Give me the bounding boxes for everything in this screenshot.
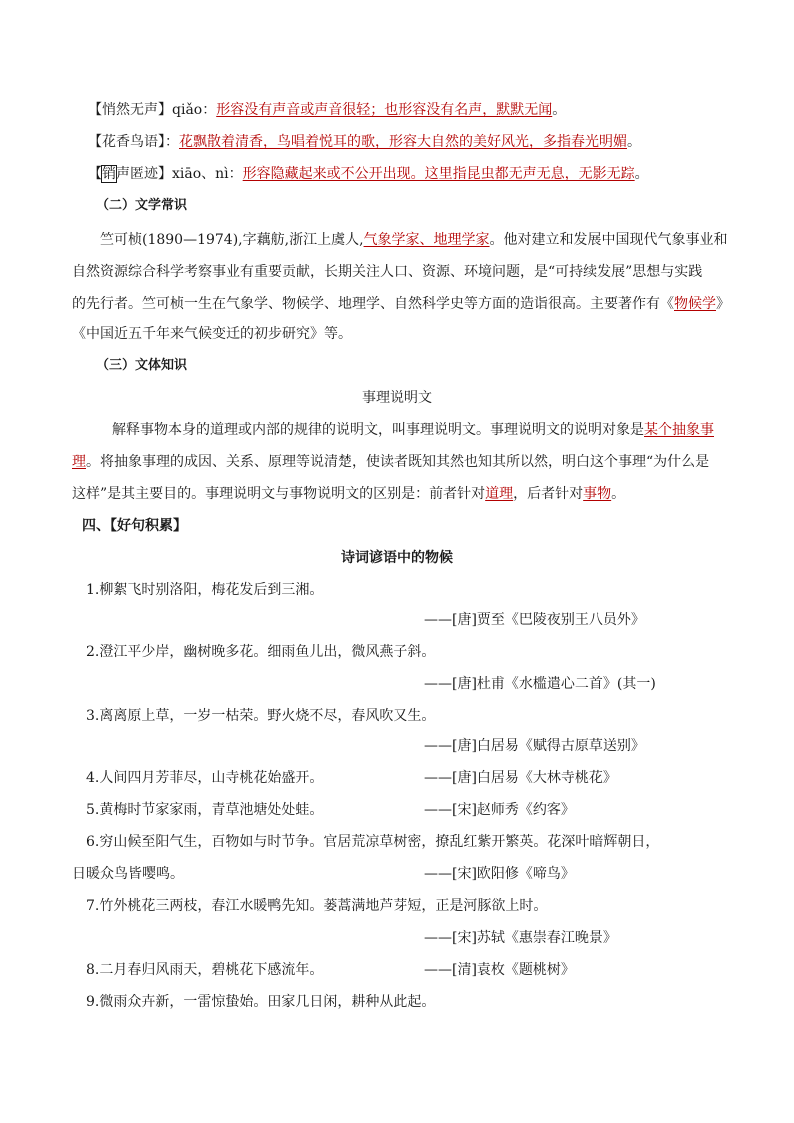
highlight-text: 道理 — [485, 486, 514, 502]
poem-source: ——[唐]贾至《巴陵夜别王八员外》 — [424, 612, 645, 628]
vocab-pinyin: xiāo、nì： — [172, 166, 243, 182]
text-run: 这样”是其主要目的。事理说明文与事物说明文的区别是：前者针对 — [72, 486, 486, 502]
highlight-text: 事物 — [583, 486, 612, 502]
vocab-tail: 。 — [552, 102, 567, 118]
vocab-term-highlighted-char: 销 — [102, 166, 116, 182]
vocab-pinyin: qiǎo： — [172, 102, 217, 118]
poem-line: 6.穷山候至阳气生，百物如与时节争。官居荒凉草树密，撩乱红紫开繁英。花深叶暗辉朝日， — [86, 834, 660, 850]
highlight-text: 某个抽象事 — [644, 422, 714, 438]
text-run: 。 — [611, 486, 626, 502]
vocab-entry — [88, 100, 566, 120]
text-run: 解释事物本身的道理或内部的规律的说明文，叫事理说明文。事理说明文的说明对象是 — [112, 422, 644, 438]
text-run: ，后者针对 — [513, 486, 584, 502]
paragraph-line: 《中国近五千年来气候变迁的初步研究》等。 — [72, 326, 352, 342]
section-heading: （三）文体知识 — [96, 358, 188, 373]
text-run: 。他对建立和发展中国现代气象事业和 — [489, 232, 728, 248]
vocab-term-bracket: 【 — [88, 166, 102, 182]
text-run: 竺可桢(1890—1974),字藕舫,浙江上虞人, — [100, 232, 364, 248]
poem-line: 8.二月春归风雨天，碧桃花下感流年。 — [86, 962, 324, 978]
vocab-definition: 花飘散着清香，鸟唱着悦耳的歌，形容大自然的美好风光，多指春光明媚 — [179, 134, 627, 150]
paragraph-line — [72, 452, 709, 472]
poem-source: ——[宋]苏轼《惠崇春江晚景》 — [424, 930, 617, 946]
vocab-pinyin: ： — [165, 134, 179, 150]
highlight-text: 理 — [72, 454, 86, 470]
poem-line: 5.黄梅时节家家雨，青草池塘处处蛙。 — [86, 802, 324, 818]
paragraph-line: 自然资源综合科学考察事业有重要贡献，长期关注人口、资源、环境问题，是“可持续发展”思想与实践 — [72, 264, 703, 280]
vocab-tail: 。 — [627, 134, 641, 150]
highlight-text: 物候学 — [674, 296, 716, 312]
vocab-term: 【花香鸟语】 — [88, 134, 165, 150]
text-run: 的先行者。竺可桢一生在气象学、物候学、地理学、自然科学史等方面的造诣很高。主要著作有《 — [72, 296, 674, 312]
vocab-definition: 形容隐藏起来或不公开出现。这里指昆虫都无声无息，无影无踪 — [242, 166, 635, 182]
vocab-term: 声匿迹】 — [116, 166, 172, 182]
poem-line: 2.澄江平少岸，幽树晚多花。细雨鱼儿出，微风燕子斜。 — [86, 644, 436, 660]
vocab-tail: 。 — [634, 166, 649, 182]
poem-source: ——[宋]赵师秀《约客》 — [424, 802, 575, 818]
section-heading: 四、【好句积累】 — [82, 518, 187, 534]
poem-line: 7.竹外桃花三两枝，春江水暖鸭先知。蒌蒿满地芦芽短，正是河豚欲上时。 — [86, 898, 548, 914]
text-run: 》 — [716, 296, 730, 312]
vocab-term: 【悄然无声】 — [88, 102, 172, 118]
poem-line: 9.微雨众卉新，一雷惊蛰始。田家几日闲，耕种从此起。 — [86, 994, 436, 1010]
subsection-title: 诗词谚语中的物候 — [341, 550, 453, 566]
poem-line: 3.离离原上草，一岁一枯荣。野火烧不尽，春风吹又生。 — [86, 708, 436, 724]
paragraph-line — [72, 484, 625, 504]
text-run: 。将抽象事理的成因、关系、原理等说清楚，使读者既知其然也知其所以然，明白这个事理“为什么是 — [86, 454, 710, 470]
paragraph-line — [112, 420, 714, 440]
poem-source: ——[唐]白居易《赋得古原草送别》 — [424, 738, 645, 754]
poem-line: 日暖众鸟皆嘤鸣。 — [72, 866, 184, 882]
poem-line: 4.人间四月芳菲尽，山寺桃花始盛开。 — [86, 770, 324, 786]
poem-source: ——[清]袁枚《题桃树》 — [424, 962, 575, 978]
vocab-definition: 形容没有声音或声音很轻；也形容没有名声，默默无闻 — [216, 102, 553, 118]
poem-line: 1.柳絮飞时别洛阳，梅花发后到三湘。 — [86, 582, 324, 598]
vocab-entry — [88, 164, 649, 184]
paragraph-line — [72, 294, 730, 314]
poem-source: ——[唐]白居易《大林寺桃花》 — [424, 770, 617, 786]
paragraph-line — [100, 230, 728, 250]
highlight-text: 气象学家、地理学家 — [363, 232, 490, 248]
vocab-entry — [88, 132, 641, 152]
poem-source: ——[唐]杜甫《水槛遣心二首》(其一) — [424, 676, 656, 692]
poem-source: ——[宋]欧阳修《啼鸟》 — [424, 866, 575, 882]
section-heading: （二）文学常识 — [96, 198, 188, 213]
subsection-title: 事理说明文 — [362, 390, 432, 406]
